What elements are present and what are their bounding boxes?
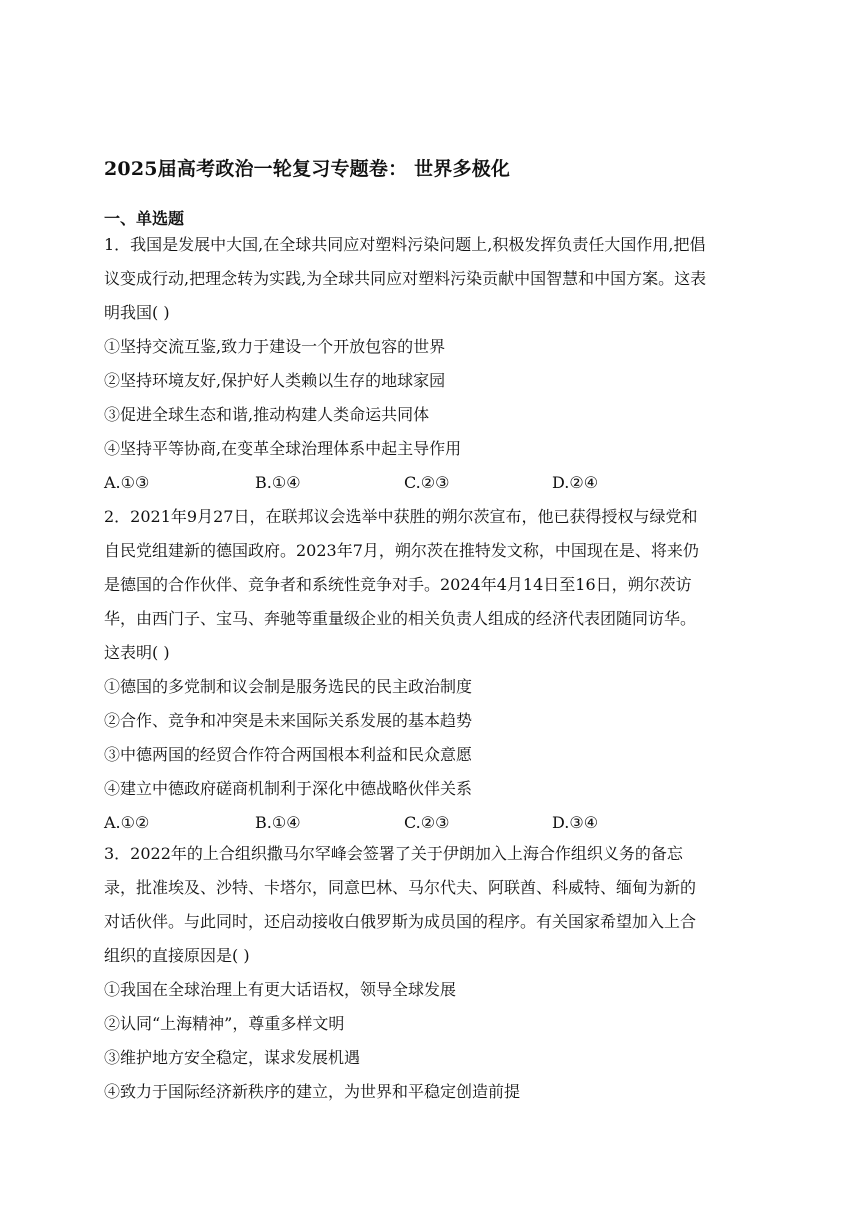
question-1 xyxy=(104,228,764,500)
question-2-statement-3: ③中德两国的经贸合作符合两国根本利益和民众意愿 xyxy=(104,745,473,764)
question-2-choice-d: D.③④ xyxy=(552,813,599,832)
question-3-stem-line: 组织的直接原因是( ) xyxy=(104,946,250,965)
question-1-stem-line: 1．我国是发展中大国,在全球共同应对塑料污染问题上,积极发挥负责任大国作用,把倡 xyxy=(104,235,706,254)
question-3-statement-2: ②认同“上海精神”，尊重多样文明 xyxy=(104,1014,345,1033)
question-2-stem-line: 是德国的合作伙伴、竞争者和系统性竞争对手。2024年4月14日至16日，朔尔茨访 xyxy=(104,575,692,594)
question-2-statement-2: ②合作、竞争和冲突是未来国际关系发展的基本趋势 xyxy=(104,711,473,730)
question-1-stem-line: 议变成行动,把理念转为实践,为全球共同应对塑料污染贡献中国智慧和中国方案。这表 xyxy=(104,269,707,288)
question-3-statement-1: ①我国在全球治理上有更大话语权，领导全球发展 xyxy=(104,980,457,999)
question-2-answer-choices xyxy=(104,806,764,840)
question-1-statement-3: ③促进全球生态和谐,推动构建人类命运共同体 xyxy=(104,405,430,424)
question-2-stem-line: 2．2021年9月27日，在联邦议会选举中获胜的朔尔茨宣布，他已获得授权与绿党和 xyxy=(104,507,698,526)
document-title: 2025届高考政治一轮复习专题卷： 世界多极化 xyxy=(104,158,511,180)
question-3-statement-4: ④致力于国际经济新秩序的建立，为世界和平稳定创造前提 xyxy=(104,1082,521,1101)
question-3 xyxy=(104,837,764,1109)
question-1-choice-d: D.②④ xyxy=(552,473,599,492)
question-1-stem-line: 明我国( ) xyxy=(104,303,170,322)
question-2-stem-line: 自民党组建新的德国政府。2023年7月，朔尔茨在推特发文称，中国现在是、将来仍 xyxy=(104,541,699,560)
question-2-choice-b: B.①④ xyxy=(255,813,301,832)
question-1-statement-4: ④坚持平等协商,在变革全球治理体系中起主导作用 xyxy=(104,439,462,458)
question-2-choice-a: A.①② xyxy=(104,813,150,832)
question-1-statement-2: ②坚持环境友好,保护好人类赖以生存的地球家园 xyxy=(104,371,446,390)
question-1-choice-c: C.②③ xyxy=(404,473,450,492)
question-1-answer-choices xyxy=(104,466,764,500)
question-3-stem-line: 对话伙伴。与此同时，还启动接收白俄罗斯为成员国的程序。有关国家希望加入上合 xyxy=(104,912,697,931)
question-3-stem-line: 3．2022年的上合组织撒马尔罕峰会签署了关于伊朗加入上海合作组织义务的备忘 xyxy=(104,844,683,863)
question-1-choice-a: A.①③ xyxy=(104,473,150,492)
question-2-stem-line: 华，由西门子、宝马、奔驰等重量级企业的相关负责人组成的经济代表团随同访华。 xyxy=(104,609,697,628)
question-2-choice-c: C.②③ xyxy=(404,813,450,832)
question-2 xyxy=(104,500,764,840)
question-3-statement-3: ③维护地方安全稳定，谋求发展机遇 xyxy=(104,1048,361,1067)
question-2-statement-1: ①德国的多党制和议会制是服务选民的民主政治制度 xyxy=(104,677,473,696)
question-2-stem-line: 这表明( ) xyxy=(104,643,170,662)
question-1-choice-b: B.①④ xyxy=(255,473,301,492)
question-2-statement-4: ④建立中德政府磋商机制利于深化中德战略伙伴关系 xyxy=(104,779,473,798)
question-1-statement-1: ①坚持交流互鉴,致力于建设一个开放包容的世界 xyxy=(104,337,446,356)
section-heading-single-choice: 一、单选题 xyxy=(104,209,185,228)
question-3-stem-line: 录，批准埃及、沙特、卡塔尔，同意巴林、马尔代夫、阿联酋、科威特、缅甸为新的 xyxy=(104,878,697,897)
